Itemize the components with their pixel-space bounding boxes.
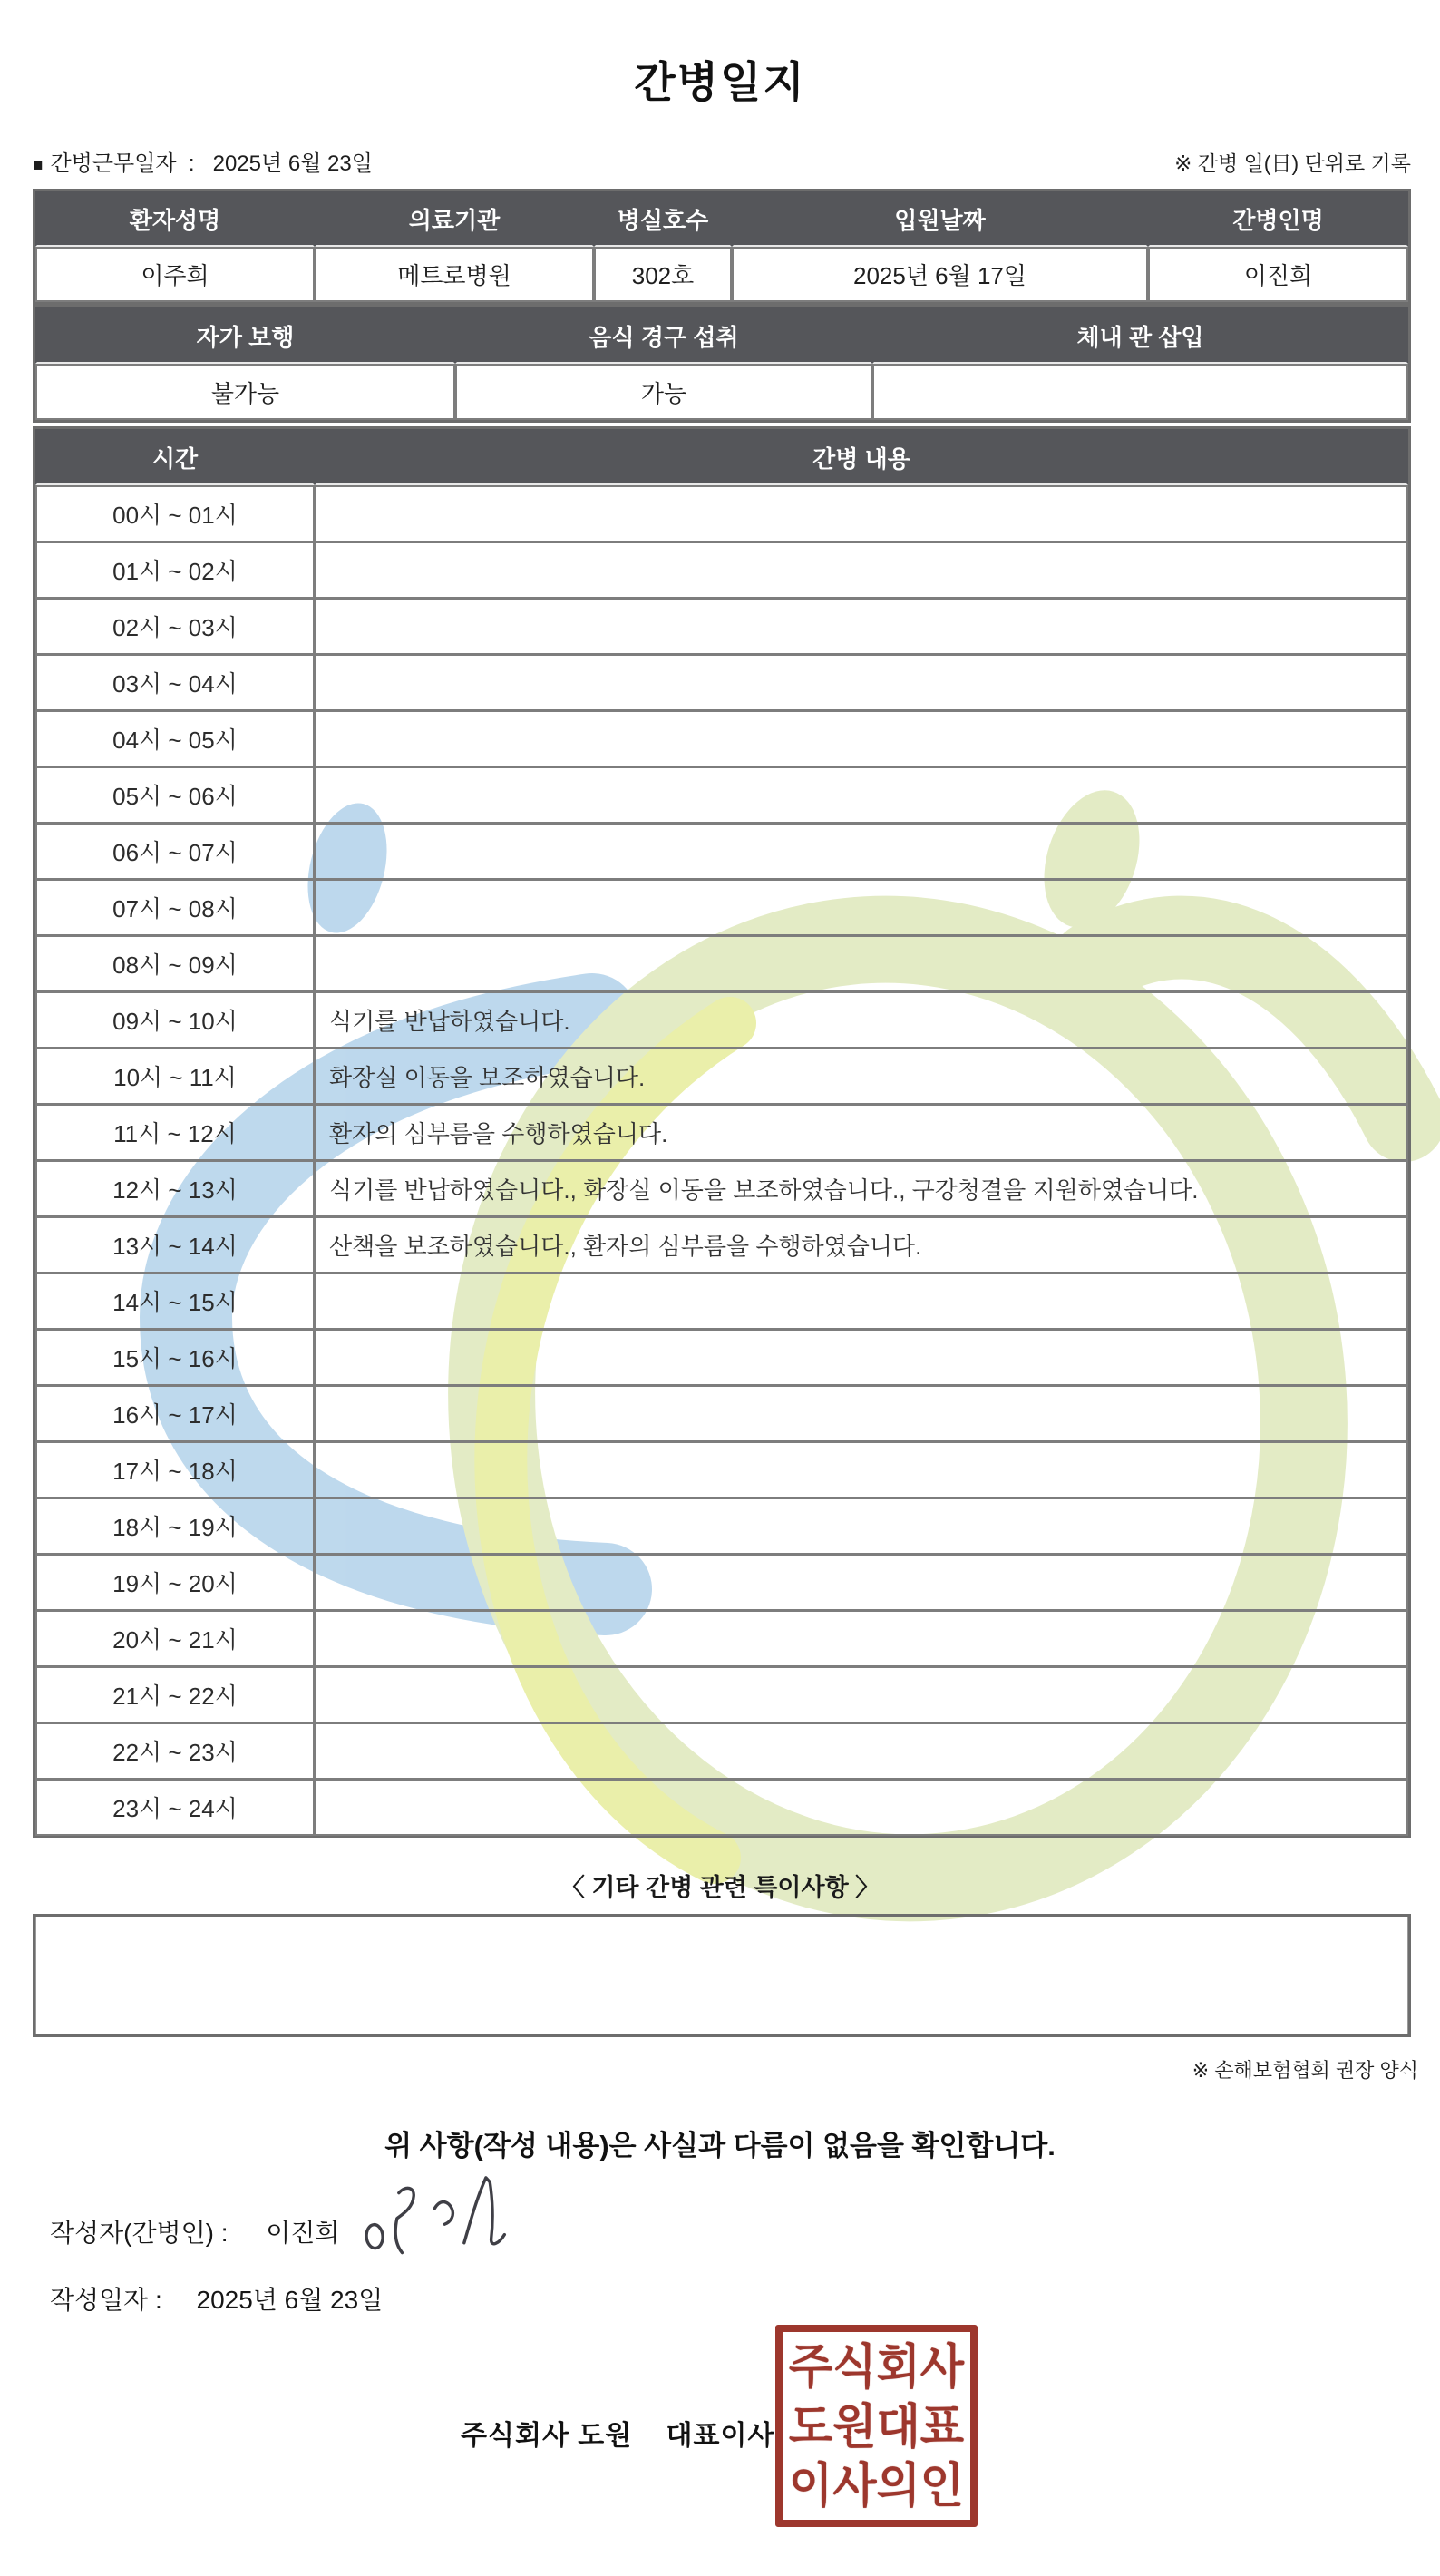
status-header-oral-intake: 음식 경구 섭취 bbox=[455, 307, 872, 364]
care-row-time: 11시 ~ 12시 bbox=[35, 1104, 315, 1161]
care-row-time: 04시 ~ 05시 bbox=[35, 710, 315, 767]
seal-text-line: 도원대표 bbox=[788, 2399, 965, 2453]
care-row-time: 19시 ~ 20시 bbox=[35, 1554, 315, 1611]
care-row-content bbox=[315, 542, 1408, 599]
care-row-content bbox=[315, 1385, 1408, 1442]
patient-table-header-admission: 입원날짜 bbox=[732, 191, 1148, 247]
caregiver-name-value: 이진희 bbox=[1148, 247, 1408, 302]
square-bullet-icon: ■ bbox=[33, 156, 44, 175]
written-date-value: 2025년 6월 23일 bbox=[196, 2286, 384, 2314]
care-row-content bbox=[315, 1273, 1408, 1330]
room-number-value: 302호 bbox=[594, 247, 732, 302]
care-row-content: 식기를 반납하였습니다. bbox=[315, 991, 1408, 1049]
care-row-content bbox=[315, 710, 1408, 767]
care-row-content bbox=[315, 1329, 1408, 1386]
unit-note: ※ 간병 일(日) 단위로 기록 bbox=[1174, 151, 1411, 175]
work-date-line bbox=[33, 145, 373, 177]
care-row-content bbox=[315, 485, 1408, 542]
patient-table-header-room: 병실호수 bbox=[594, 191, 732, 247]
care-table-header-content: 간병 내용 bbox=[315, 429, 1408, 485]
care-row-content: 산책을 보조하였습니다., 환자의 심부름을 수행하였습니다. bbox=[315, 1216, 1408, 1273]
status-oral-intake-value: 가능 bbox=[455, 364, 872, 420]
care-row-time: 14시 ~ 15시 bbox=[35, 1273, 315, 1330]
patient-table-header-name: 환자성명 bbox=[35, 191, 315, 247]
care-row-time: 12시 ~ 13시 bbox=[35, 1160, 315, 1217]
care-row-time: 15시 ~ 16시 bbox=[35, 1329, 315, 1386]
status-header-walking: 자가 보행 bbox=[35, 307, 455, 364]
care-row-content bbox=[315, 598, 1408, 655]
special-notes-box bbox=[33, 1914, 1411, 2037]
care-row-content bbox=[315, 766, 1408, 824]
care-row-content bbox=[315, 1498, 1408, 1555]
care-row-time: 10시 ~ 11시 bbox=[35, 1048, 315, 1105]
care-row-time: 20시 ~ 21시 bbox=[35, 1610, 315, 1667]
care-row-content: 식기를 반납하였습니다., 화장실 이동을 보조하였습니다., 구강청결을 지원하였습니다. bbox=[315, 1160, 1408, 1217]
care-row-content bbox=[315, 1441, 1408, 1498]
care-row-time: 02시 ~ 03시 bbox=[35, 598, 315, 655]
page-title: 간병일지 bbox=[634, 58, 806, 106]
care-row-content bbox=[315, 935, 1408, 992]
company-ceo-line: 주식회사 도원 대표이사 bbox=[461, 2421, 775, 2451]
corporate-seal-stamp bbox=[775, 2325, 978, 2527]
seal-text-line: 주식회사 bbox=[788, 2339, 965, 2394]
care-row-content bbox=[315, 1610, 1408, 1667]
work-date-label: 간병근무일자 : bbox=[50, 151, 213, 176]
status-tube-value bbox=[872, 364, 1408, 420]
care-row-time: 13시 ~ 14시 bbox=[35, 1216, 315, 1273]
status-header-tube: 체내 관 삽입 bbox=[872, 307, 1408, 364]
care-row-time: 23시 ~ 24시 bbox=[35, 1779, 315, 1836]
care-row-time: 06시 ~ 07시 bbox=[35, 823, 315, 880]
care-table-header-time: 시간 bbox=[35, 429, 315, 485]
written-date-label: 작성일자 : bbox=[50, 2286, 170, 2314]
care-row-time: 07시 ~ 08시 bbox=[35, 879, 315, 936]
care-row-content bbox=[315, 823, 1408, 880]
patient-info-table bbox=[33, 189, 1411, 305]
care-row-content bbox=[315, 1779, 1408, 1836]
care-row-content bbox=[315, 1722, 1408, 1780]
writer-line bbox=[50, 2213, 339, 2249]
care-row-content: 화장실 이동을 보조하였습니다. bbox=[315, 1048, 1408, 1105]
care-row-content bbox=[315, 654, 1408, 711]
care-row-time: 18시 ~ 19시 bbox=[35, 1498, 315, 1555]
patient-name-value: 이주희 bbox=[35, 247, 315, 302]
status-walking-value: 불가능 bbox=[35, 364, 455, 420]
care-row-time: 22시 ~ 23시 bbox=[35, 1722, 315, 1780]
patient-table-header-hospital: 의료기관 bbox=[315, 191, 594, 247]
writer-label: 작성자(간병인) : bbox=[50, 2219, 236, 2247]
work-date-value: 2025년 6월 23일 bbox=[212, 151, 373, 176]
special-notes-title: 〈 기타 간병 관련 특이사항 〉 bbox=[559, 1874, 881, 1901]
confirmation-statement: 위 사항(작성 내용)은 사실과 다름이 없음을 확인합니다. bbox=[384, 2130, 1056, 2161]
seal-text-line: 이사의인 bbox=[788, 2458, 965, 2513]
recommended-form-note: ※ 손해보험협회 권장 양식 bbox=[1192, 2059, 1418, 2082]
care-row-content: 환자의 심부름을 수행하였습니다. bbox=[315, 1104, 1408, 1161]
writer-name: 이진희 bbox=[266, 2219, 340, 2247]
care-row-content bbox=[315, 879, 1408, 936]
care-row-content bbox=[315, 1666, 1408, 1723]
care-row-time: 00시 ~ 01시 bbox=[35, 485, 315, 542]
care-row-time: 16시 ~ 17시 bbox=[35, 1385, 315, 1442]
care-row-time: 03시 ~ 04시 bbox=[35, 654, 315, 711]
care-row-time: 21시 ~ 22시 bbox=[35, 1666, 315, 1723]
hospital-value: 메트로병원 bbox=[315, 247, 594, 302]
care-row-time: 17시 ~ 18시 bbox=[35, 1441, 315, 1498]
care-row-time: 08시 ~ 09시 bbox=[35, 935, 315, 992]
care-row-time: 09시 ~ 10시 bbox=[35, 991, 315, 1049]
patient-status-table bbox=[33, 305, 1411, 423]
care-row-time: 05시 ~ 06시 bbox=[35, 766, 315, 824]
hourly-care-table bbox=[33, 426, 1411, 1838]
admission-date-value: 2025년 6월 17일 bbox=[732, 247, 1148, 302]
care-row-time: 01시 ~ 02시 bbox=[35, 542, 315, 599]
care-row-content bbox=[315, 1554, 1408, 1611]
handwritten-signature bbox=[357, 2164, 536, 2276]
patient-table-header-caregiver: 간병인명 bbox=[1148, 191, 1408, 247]
written-date-line bbox=[50, 2280, 383, 2317]
meta-row bbox=[33, 145, 1411, 177]
